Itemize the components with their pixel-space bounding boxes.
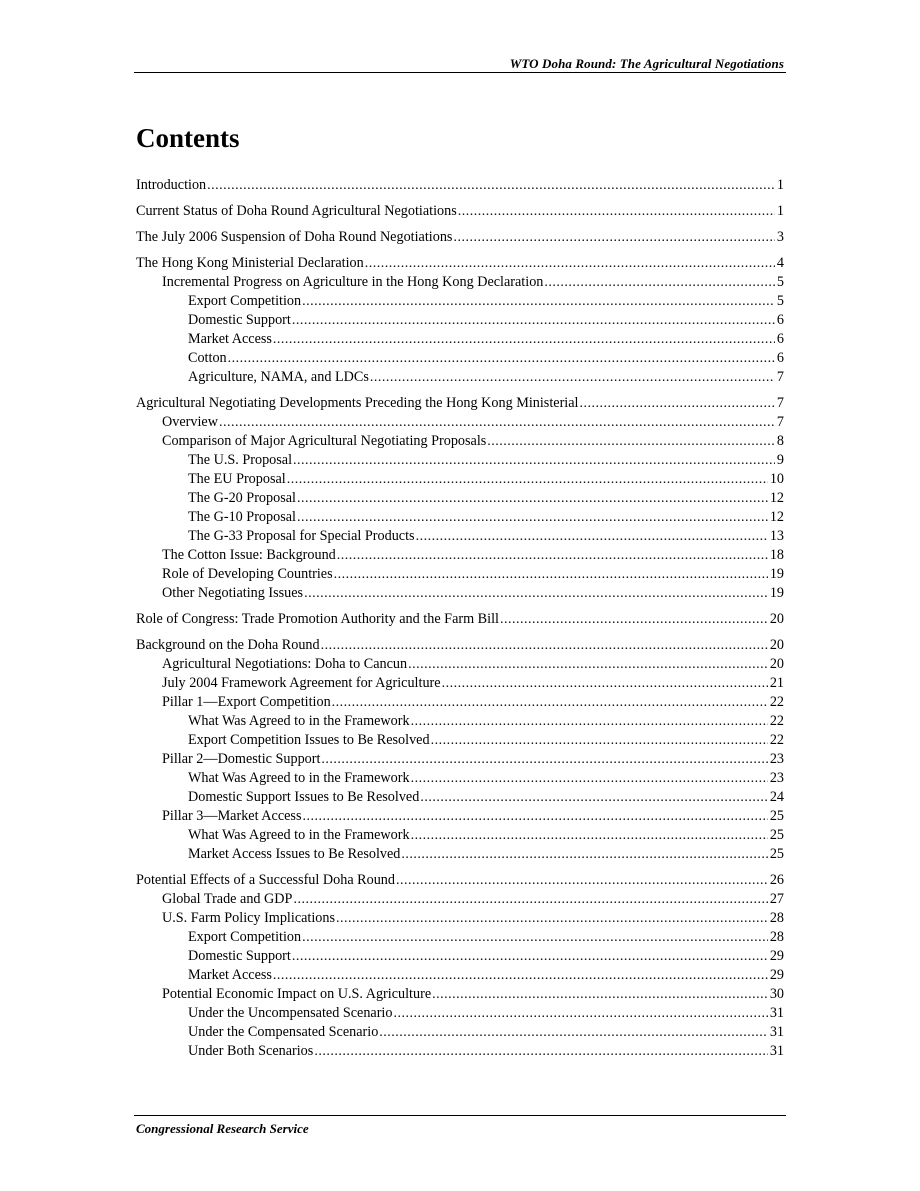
toc-entry-title: The G-33 Proposal for Special Products	[188, 528, 415, 544]
toc-entry-page: 5	[776, 274, 784, 290]
toc-entry-title: Under the Compensated Scenario	[188, 1024, 379, 1040]
toc-entry[interactable]	[136, 254, 784, 273]
toc-entry-title: Other Negotiating Issues	[162, 585, 304, 601]
toc-entry-page: 22	[769, 732, 784, 748]
toc-leader-dots	[228, 349, 775, 368]
toc-leader-dots	[453, 228, 774, 247]
toc-leader-dots	[314, 1042, 768, 1061]
toc-entry-title: What Was Agreed to in the Framework	[188, 827, 410, 843]
toc-entry[interactable]	[136, 546, 784, 565]
toc-entry-title: Market Access	[188, 331, 272, 347]
toc-entry-page: 8	[776, 433, 784, 449]
toc-entry-page: 5	[776, 293, 784, 309]
toc-leader-dots	[396, 871, 768, 890]
toc-entry[interactable]	[136, 636, 784, 655]
toc-entry[interactable]	[136, 432, 784, 451]
toc-entry[interactable]	[136, 655, 784, 674]
toc-entry-page: 24	[769, 789, 784, 805]
toc-entry-title: Role of Congress: Trade Promotion Authority and the Farm Bill	[136, 611, 499, 627]
toc-entry-page: 31	[769, 1043, 784, 1059]
toc-entry-title: Under Both Scenarios	[188, 1043, 314, 1059]
toc-entry-page: 26	[769, 872, 784, 888]
toc-entry-page: 9	[776, 452, 784, 468]
toc-leader-dots	[273, 330, 775, 349]
toc-entry[interactable]	[136, 610, 784, 629]
toc-leader-dots	[297, 508, 768, 527]
header-title: WTO Doha Round: The Agricultural Negotiations	[509, 56, 784, 71]
toc-entry[interactable]	[136, 489, 784, 508]
toc-entry-title: Potential Economic Impact on U.S. Agriculture	[162, 986, 432, 1002]
toc-entry[interactable]	[136, 966, 784, 985]
toc-entry[interactable]	[136, 508, 784, 527]
running-header	[134, 56, 786, 73]
toc-entry-page: 18	[769, 547, 784, 563]
toc-leader-dots	[332, 693, 768, 712]
toc-entry-title: July 2004 Framework Agreement for Agriculture	[162, 675, 441, 691]
toc-entry[interactable]	[136, 349, 784, 368]
toc-leader-dots	[302, 292, 775, 311]
toc-leader-dots	[579, 394, 774, 413]
toc-leader-dots	[379, 1023, 768, 1042]
toc-leader-dots	[287, 470, 768, 489]
toc-entry-title: Overview	[162, 414, 218, 430]
toc-entry-title: Agricultural Negotiating Developments Preceding the Hong Kong Ministerial	[136, 395, 579, 411]
toc-leader-dots	[292, 311, 775, 330]
toc-entry-page: 20	[769, 656, 784, 672]
toc-entry-page: 6	[776, 350, 784, 366]
toc-entry[interactable]	[136, 565, 784, 584]
toc-entry-title: Current Status of Doha Round Agricultural Negotiations	[136, 203, 457, 219]
toc-entry-page: 28	[769, 910, 784, 926]
toc-leader-dots	[293, 451, 775, 470]
toc-entry-title: The U.S. Proposal	[188, 452, 293, 468]
toc-entry[interactable]	[136, 1023, 784, 1042]
toc-entry-title: Agricultural Negotiations: Doha to Cancun	[162, 656, 408, 672]
toc-leader-dots	[292, 947, 768, 966]
toc-entry[interactable]	[136, 947, 784, 966]
toc-entry[interactable]	[136, 674, 784, 693]
toc-leader-dots	[458, 202, 775, 221]
toc-entry-page: 23	[769, 751, 784, 767]
toc-leader-dots	[544, 273, 775, 292]
toc-entry-page: 1	[776, 203, 784, 219]
toc-entry-title: What Was Agreed to in the Framework	[188, 713, 410, 729]
toc-entry[interactable]	[136, 731, 784, 750]
toc-entry-title: U.S. Farm Policy Implications	[162, 910, 336, 926]
toc-entry-title: Pillar 2—Domestic Support	[162, 751, 321, 767]
toc-entry-page: 3	[776, 229, 784, 245]
toc-entry[interactable]	[136, 273, 784, 292]
toc-leader-dots	[337, 546, 768, 565]
footer-text: Congressional Research Service	[136, 1121, 309, 1136]
toc-entry-page: 25	[769, 808, 784, 824]
toc-entry-page: 13	[769, 528, 784, 544]
toc-entry[interactable]	[136, 845, 784, 864]
toc-entry[interactable]	[136, 413, 784, 432]
toc-entry[interactable]	[136, 890, 784, 909]
toc-entry[interactable]	[136, 311, 784, 330]
toc-entry-page: 20	[769, 637, 784, 653]
toc-entry-title: The Hong Kong Ministerial Declaration	[136, 255, 364, 271]
toc-entry[interactable]	[136, 451, 784, 470]
toc-leader-dots	[411, 826, 768, 845]
toc-entry[interactable]	[136, 330, 784, 349]
toc-entry-title: Export Competition	[188, 929, 302, 945]
toc-entry-title: What Was Agreed to in the Framework	[188, 770, 410, 786]
toc-entry-page: 12	[769, 509, 784, 525]
running-footer	[134, 1115, 786, 1136]
toc-entry-title: Cotton	[188, 350, 227, 366]
toc-entry-page: 6	[776, 312, 784, 328]
toc-entry[interactable]	[136, 909, 784, 928]
toc-entry-page: 28	[769, 929, 784, 945]
toc-entry-title: Background on the Doha Round	[136, 637, 320, 653]
toc-entry-title: Global Trade and GDP	[162, 891, 293, 907]
toc-entry-page: 7	[776, 395, 784, 411]
toc-entry-page: 21	[769, 675, 784, 691]
toc-leader-dots	[293, 890, 767, 909]
toc-entry[interactable]	[136, 769, 784, 788]
toc-entry-page: 7	[776, 414, 784, 430]
toc-entry-title: Market Access Issues to Be Resolved	[188, 846, 401, 862]
toc-entry[interactable]	[136, 368, 784, 387]
toc-leader-dots	[207, 176, 775, 195]
toc-entry[interactable]	[136, 807, 784, 826]
toc-entry[interactable]	[136, 292, 784, 311]
toc-entry-title: Market Access	[188, 967, 272, 983]
toc-entry-title: Domestic Support	[188, 948, 291, 964]
toc-entry-page: 20	[769, 611, 784, 627]
toc-entry[interactable]	[136, 693, 784, 712]
toc-leader-dots	[416, 527, 768, 546]
toc-leader-dots	[500, 610, 768, 629]
toc-leader-dots	[431, 731, 768, 750]
toc-entry[interactable]	[136, 788, 784, 807]
toc-entry-title: The G-10 Proposal	[188, 509, 296, 525]
toc-leader-dots	[408, 655, 768, 674]
toc-entry[interactable]	[136, 394, 784, 413]
toc-entry-title: Domestic Support Issues to Be Resolved	[188, 789, 420, 805]
toc-entry-title: Agriculture, NAMA, and LDCs	[188, 369, 369, 385]
toc-entry-page: 30	[769, 986, 784, 1002]
toc-entry-title: Domestic Support	[188, 312, 291, 328]
toc-leader-dots	[297, 489, 768, 508]
toc-entry-title: Introduction	[136, 177, 207, 193]
toc-entry[interactable]	[136, 1004, 784, 1023]
toc-entry-page: 25	[769, 846, 784, 862]
toc-leader-dots	[411, 769, 768, 788]
toc-entry-page: 19	[769, 566, 784, 582]
toc-entry-page: 6	[776, 331, 784, 347]
toc-entry[interactable]	[136, 176, 784, 195]
page-title: Contents	[136, 123, 240, 153]
toc-leader-dots	[411, 712, 768, 731]
toc-entry-title: Incremental Progress on Agriculture in the Hong Kong Declaration	[162, 274, 544, 290]
toc-entry-title: The July 2006 Suspension of Doha Round Negotiations	[136, 229, 453, 245]
toc-leader-dots	[273, 966, 768, 985]
toc-leader-dots	[442, 674, 768, 693]
toc-leader-dots	[302, 928, 768, 947]
toc-entry-page: 27	[769, 891, 784, 907]
toc-entry-page: 12	[769, 490, 784, 506]
toc-entry-page: 22	[769, 713, 784, 729]
toc-entry-page: 29	[769, 967, 784, 983]
toc-entry-page: 25	[769, 827, 784, 843]
toc-leader-dots	[302, 807, 767, 826]
toc-entry[interactable]	[136, 470, 784, 489]
toc-entry-title: Under the Uncompensated Scenario	[188, 1005, 393, 1021]
toc-entry[interactable]	[136, 527, 784, 546]
toc-entry-title: Role of Developing Countries	[162, 566, 333, 582]
toc-entry-page: 4	[776, 255, 784, 271]
toc-entry[interactable]	[136, 1042, 784, 1061]
toc-leader-dots	[321, 636, 768, 655]
toc-entry[interactable]	[136, 826, 784, 845]
toc-entry-title: The G-20 Proposal	[188, 490, 296, 506]
toc-entry-title: Pillar 3—Market Access	[162, 808, 302, 824]
toc-entry[interactable]	[136, 871, 784, 890]
toc-entry-title: Export Competition	[188, 293, 302, 309]
toc-entry[interactable]	[136, 985, 784, 1004]
toc-entry-page: 19	[769, 585, 784, 601]
toc-entry-title: Comparison of Major Agricultural Negotiating Proposals	[162, 433, 487, 449]
toc-entry-page: 10	[769, 471, 784, 487]
toc-leader-dots	[336, 909, 768, 928]
toc-entry-page: 22	[769, 694, 784, 710]
toc-entry-page: 29	[769, 948, 784, 964]
toc-leader-dots	[219, 413, 775, 432]
toc-entry[interactable]	[136, 202, 784, 221]
toc-leader-dots	[334, 565, 768, 584]
toc-leader-dots	[401, 845, 767, 864]
toc-entry-title: Potential Effects of a Successful Doha Round	[136, 872, 395, 888]
toc-entry-title: Pillar 1—Export Competition	[162, 694, 331, 710]
toc-leader-dots	[321, 750, 767, 769]
toc-leader-dots	[487, 432, 775, 451]
toc-entry[interactable]	[136, 712, 784, 731]
toc-leader-dots	[420, 788, 767, 807]
toc-entry-page: 23	[769, 770, 784, 786]
toc-entry-page: 1	[776, 177, 784, 193]
toc-entry-title: Export Competition Issues to Be Resolved	[188, 732, 430, 748]
toc-entry[interactable]	[136, 928, 784, 947]
toc-entry-page: 7	[776, 369, 784, 385]
toc-entry[interactable]	[136, 750, 784, 769]
toc-entry[interactable]	[136, 228, 784, 247]
toc-leader-dots	[304, 584, 768, 603]
toc-leader-dots	[432, 985, 768, 1004]
toc-leader-dots	[365, 254, 775, 273]
toc-leader-dots	[393, 1004, 767, 1023]
toc-entry-page: 31	[769, 1024, 784, 1040]
toc-leader-dots	[370, 368, 775, 387]
toc-entry-title: The Cotton Issue: Background	[162, 547, 336, 563]
toc-entry-title: The EU Proposal	[188, 471, 286, 487]
toc-entry[interactable]	[136, 584, 784, 603]
table-of-contents	[136, 176, 784, 1061]
toc-entry-page: 31	[769, 1005, 784, 1021]
